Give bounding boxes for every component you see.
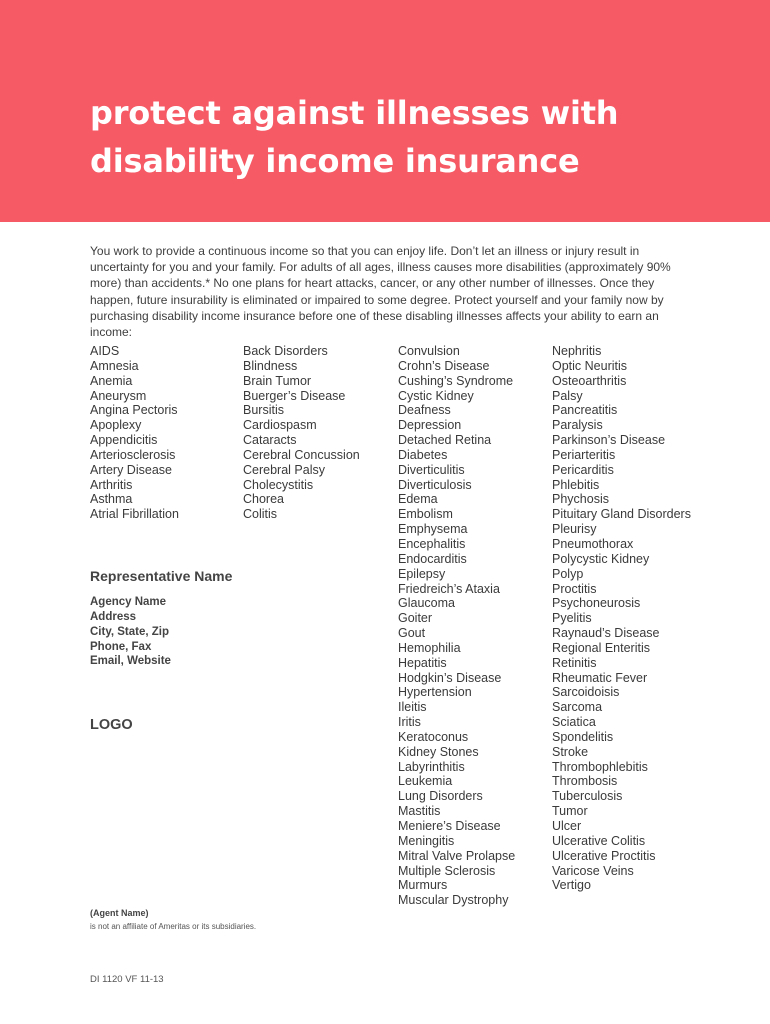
illness-item: Back Disorders (243, 344, 328, 358)
illness-item: Kidney Stones (398, 744, 479, 759)
illness-item: Buerger’s Disease (243, 388, 346, 403)
logo-placeholder: LOGO (90, 717, 133, 733)
illness-item: Colitis (243, 507, 278, 522)
illness-item: Arteriosclerosis (90, 447, 176, 462)
title-line-2: disability income insurance (90, 142, 580, 180)
illness-item: Rheumatic Fever (552, 670, 648, 685)
illness-item: Osteoarthritis (552, 373, 627, 388)
illness-item: Cerebral Palsy (243, 462, 325, 477)
intro-paragraph: You work to provide a continuous income so that you can enjoy life. Don’t let an illness or injury result in uncertainty for you and your family. For adults of all ages, illness causes more disabilities (approximately 90% more) than accidents.* No one plans for heart attacks, cancer, or any other number of illnesses. Once they happen, future insurability is eliminated or impaired to some degree. Protect yourself and your family now by purchasing disability income insurance before one of these disabling illnesses affects your ability to earn an income: (90, 244, 671, 340)
page-title (90, 89, 618, 185)
illness-item: Arthritis (90, 477, 133, 492)
illness-item: Tuberculosis (552, 789, 623, 804)
illness-item: Pleurisy (552, 522, 597, 537)
illness-item: Amnesia (90, 358, 139, 373)
illness-item: Proctitis (552, 581, 597, 596)
illness-item: Angina Pectoris (90, 403, 178, 418)
illness-item: Meniere’s Disease (398, 819, 501, 833)
illness-item: Keratoconus (398, 729, 469, 744)
illness-item: Pyelitis (552, 611, 592, 626)
illness-item: Periarteritis (552, 447, 616, 462)
illness-item: Ulcerative Proctitis (552, 848, 656, 863)
agency-address: Address (90, 610, 137, 623)
illness-item: Hodgkin’s Disease (398, 670, 502, 685)
illness-item: Nephritis (552, 344, 602, 358)
illness-item: Sciatica (552, 715, 596, 730)
agency-phone-fax: Phone, Fax (90, 640, 152, 653)
illness-item: Atrial Fibrillation (90, 507, 179, 522)
illness-item: Mitral Valve Prolapse (398, 848, 516, 863)
illness-item: Convulsion (398, 344, 460, 358)
illness-item: Cardiospasm (243, 418, 317, 433)
illness-item: Pancreatitis (552, 403, 618, 418)
illness-item: Depression (398, 418, 462, 433)
illness-item: Cataracts (243, 433, 297, 448)
illness-item: Cushing’s Syndrome (398, 373, 514, 388)
illness-item: Encephalitis (398, 536, 466, 551)
illness-item: Goiter (398, 611, 433, 626)
illness-item: Polyp (552, 566, 584, 581)
illness-item: Friedreich’s Ataxia (398, 581, 500, 596)
illness-item: Varicose Veins (552, 863, 634, 878)
affiliate-disclaimer: is not an affiliate of Ameritas or its subsidiaries. (90, 922, 257, 931)
illness-item: Sarcoma (552, 700, 603, 715)
form-code: DI 1120 VF 11-13 (90, 974, 164, 985)
illness-item: Palsy (552, 388, 583, 403)
illness-item: Murmurs (398, 878, 448, 893)
illness-item: Pneumothorax (552, 536, 634, 551)
illness-item: Paralysis (552, 418, 603, 433)
illness-item: AIDS (90, 344, 120, 358)
illness-item: Ileitis (398, 700, 427, 715)
illness-item: Stroke (552, 744, 589, 759)
illness-item: Cholecystitis (243, 477, 314, 492)
illness-item: Hemophilia (398, 640, 461, 655)
illness-list-column-4 (552, 344, 691, 893)
illness-item: Cerebral Concussion (243, 447, 360, 462)
title-line-1: protect against illnesses with (90, 94, 619, 132)
illness-item: Gout (398, 626, 426, 641)
illness-item: Blindness (243, 358, 298, 373)
illness-item: Muscular Dystrophy (398, 893, 509, 908)
illness-item: Regional Enteritis (552, 640, 650, 655)
illness-item: Spondelitis (552, 729, 614, 744)
illness-item: Parkinson’s Disease (552, 433, 666, 448)
illness-item: Chorea (243, 492, 284, 507)
agency-email-website: Email, Website (90, 655, 171, 668)
illness-item: Leukemia (398, 774, 453, 789)
illness-item: Asthma (90, 492, 133, 507)
agent-name: (Agent Name) (90, 908, 149, 918)
illness-item: Diverticulitis (398, 462, 465, 477)
illness-item: Psychoneurosis (552, 596, 641, 611)
illness-item: Glaucoma (398, 596, 455, 611)
agency-city-state-zip: City, State, Zip (90, 625, 170, 638)
illness-item: Embolism (398, 507, 453, 522)
illness-item: Pericarditis (552, 462, 614, 477)
illness-item: Ulcer (552, 819, 582, 833)
illness-item: Pituitary Gland Disorders (552, 507, 691, 522)
illness-item: Bursitis (243, 403, 284, 418)
illness-item: Cystic Kidney (398, 388, 474, 403)
illness-item: Diabetes (398, 447, 448, 462)
illness-item: Vertigo (552, 878, 591, 893)
illness-item: Deafness (398, 403, 451, 418)
illness-item: Iritis (398, 715, 421, 730)
illness-item: Tumor (552, 804, 588, 819)
illness-item: Aneurysm (90, 388, 147, 403)
header-banner (0, 0, 770, 222)
agency-contact-block (90, 595, 171, 669)
illness-item: Polycystic Kidney (552, 551, 650, 566)
illness-item: Epilepsy (398, 566, 446, 581)
illness-item: Mastitis (398, 804, 441, 819)
illness-item: Phlebitis (552, 477, 600, 492)
representative-name: Representative Name (90, 568, 233, 584)
illness-item: Phychosis (552, 492, 609, 507)
illness-list-column-1 (90, 344, 179, 522)
illness-item: Emphysema (398, 522, 468, 537)
illness-item: Lung Disorders (398, 789, 483, 804)
illness-item: Artery Disease (90, 462, 172, 477)
illness-item: Apoplexy (90, 418, 142, 433)
illness-item: Anemia (90, 373, 133, 388)
illness-item: Retinitis (552, 655, 597, 670)
illness-item: Detached Retina (398, 433, 492, 448)
illness-item: Sarcoidoisis (552, 685, 620, 700)
illness-item: Ulcerative Colitis (552, 833, 646, 848)
illness-item: Thrombosis (552, 774, 618, 789)
illness-item: Endocarditis (398, 551, 467, 566)
illness-item: Brain Tumor (243, 373, 312, 388)
illness-item: Labyrinthitis (398, 759, 465, 774)
illness-item: Multiple Sclerosis (398, 863, 496, 878)
illness-item: Diverticulosis (398, 477, 472, 492)
illness-list-column-3 (398, 344, 515, 908)
illness-item: Hepatitis (398, 655, 447, 670)
illness-item: Crohn’s Disease (398, 358, 490, 373)
illness-item: Optic Neuritis (552, 358, 628, 373)
agency-name: Agency Name (90, 596, 167, 608)
illness-item: Meningitis (398, 833, 455, 848)
illness-list-column-2 (243, 344, 360, 522)
illness-item: Appendicitis (90, 433, 158, 448)
illness-item: Hypertension (398, 685, 472, 700)
illness-item: Thrombophlebitis (552, 759, 648, 774)
illness-item: Edema (398, 492, 438, 507)
illness-item: Raynaud’s Disease (552, 626, 660, 641)
